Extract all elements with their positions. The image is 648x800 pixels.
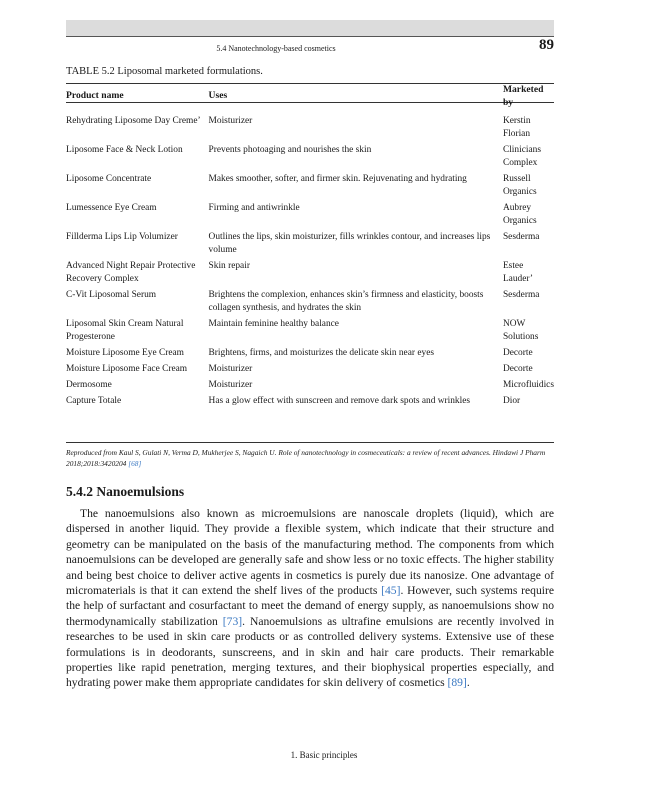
- product-uses: Brightens, firms, and moisturizes the delicate skin near eyes: [208, 348, 435, 359]
- marketed-by: Estee Lauder’: [502, 261, 533, 284]
- marketed-by: Decorte: [502, 364, 533, 375]
- product-name: Lumessence Eye Cream: [66, 203, 157, 214]
- product-name: Rehydrating Liposome Day Creme’: [66, 116, 201, 127]
- product-uses: Makes smoother, softer, and firmer skin. Rejuvenating and hydrating: [208, 174, 467, 185]
- marketed-by: Russell Organics: [502, 174, 537, 197]
- table-source-note: [66, 447, 554, 469]
- product-name: Liposome Face & Neck Lotion: [66, 145, 183, 156]
- citation-link[interactable]: [45]: [381, 584, 401, 598]
- marketed-by: Aubrey Organics: [502, 203, 537, 226]
- table-row: [66, 363, 554, 379]
- page-footer: 1. Basic principles: [290, 750, 358, 760]
- column-header: Uses: [208, 90, 228, 102]
- table-bottom-rule: [66, 442, 554, 443]
- column-header: Product name: [66, 90, 124, 102]
- table-header-row: [66, 84, 554, 109]
- table-row: [66, 144, 554, 173]
- marketed-by: Decorte: [502, 348, 533, 359]
- body-paragraph: [66, 506, 554, 691]
- header-rule: [66, 36, 554, 37]
- marketed-by: Dior: [502, 396, 521, 407]
- marketed-by: Sesderma: [502, 232, 540, 243]
- source-reference-link[interactable]: [68]: [128, 459, 142, 468]
- page-number: 89: [539, 37, 554, 53]
- table-row: [66, 289, 554, 318]
- marketed-by: Kerstin Florian: [502, 116, 531, 139]
- citation-link[interactable]: [73]: [222, 614, 243, 628]
- product-uses: Outlines the lips, skin moisturizer, fills wrinkles contour, and increases lips volume: [208, 232, 491, 255]
- table-caption: TABLE 5.2 Liposomal marketed formulations.: [66, 66, 263, 77]
- marketed-by: Clinicians Complex: [502, 145, 541, 168]
- marketed-by: NOW Solutions: [502, 319, 539, 342]
- product-name: Dermosome: [66, 380, 112, 391]
- product-name: Capture Totale: [66, 396, 122, 407]
- table-row: [66, 379, 554, 395]
- product-uses: Skin repair: [208, 261, 250, 272]
- table-row: [66, 109, 554, 144]
- product-name: Liposomal Skin Cream Natural Progesterone: [66, 319, 184, 342]
- section-heading: 5.4.2 Nanoemulsions: [66, 484, 185, 499]
- citation-link[interactable]: [89]: [447, 676, 467, 690]
- paragraph-text: . Nanoemulsions as ultrafine emulsions are recently involved in researches to be used in skin care products or as controlled delivery systems. Extensive use of these formulations is in deodorants, sunscreens, and in skin and hair care products. Their remarkable properties like rapid penetration, merging textures, and their biophysical properties especially, and hydrating power make them appropriate candidates for skin delivery of cosmetics: [66, 614, 554, 690]
- product-name: Liposome Concentrate: [66, 174, 152, 185]
- running-header: 5.4 Nanotechnology-based cosmetics: [216, 44, 336, 53]
- column-header: Marketed by: [502, 84, 544, 108]
- product-uses: Brightens the complexion, enhances skin’s firmness and elasticity, boosts collagen synthesis, and hydrates the skin: [208, 290, 484, 313]
- product-uses: Moisturizer: [208, 380, 253, 391]
- table-row: [66, 395, 554, 424]
- product-uses: Moisturizer: [208, 116, 253, 127]
- table-row: [66, 260, 554, 289]
- product-uses: Firming and antiwrinkle: [208, 203, 300, 214]
- marketed-by: Microfluidics: [502, 380, 554, 391]
- product-uses: Prevents photoaging and nourishes the skin: [208, 145, 372, 156]
- table-row: [66, 202, 554, 231]
- paragraph-text: .: [466, 676, 470, 690]
- table-row: [66, 173, 554, 202]
- table-row: [66, 231, 554, 260]
- product-name: Advanced Night Repair Protective Recovery Complex: [66, 261, 196, 284]
- product-name: Fillderma Lips Lip Volumizer: [66, 232, 178, 243]
- table-row: [66, 347, 554, 363]
- marketed-by: Sesderma: [502, 290, 540, 301]
- product-uses: Has a glow effect with sunscreen and remove dark spots and wrinkles: [208, 396, 471, 407]
- table-row: [66, 318, 554, 347]
- header-bar: [66, 20, 554, 36]
- paragraph-text: . However, such systems require the help of surfactant and cosurfactant to meet the demand of energy supply, as nanoemulsions show no thermodynamically stabilization: [66, 584, 554, 628]
- product-uses: Maintain feminine healthy balance: [208, 319, 339, 330]
- liposomal-formulations-table: [66, 84, 554, 424]
- product-name: C-Vit Liposomal Serum: [66, 290, 157, 301]
- product-name: Moisture Liposome Eye Cream: [66, 348, 184, 359]
- source-note-text: Reproduced from Kaul S, Gulati N, Verma D, Mukherjee S, Nagaich U. Role of nanotechnology in cosmeceuticals: a review of recent advances. Hindawi J Pharm 2018;2018:3420204: [66, 448, 546, 468]
- paragraph-text: The nanoemulsions also known as microemulsions are nanoscale droplets (liquid), which are dispersed in another liquid. They provide a flexible system, which indicate that their structure and geometry can be manipulated on the basis of the manufacturing method. The components from which nanoemulsions can be developed are generally safe and show less or no toxic effects. The higher stability and being best choice to deliver active agents in cosmetics is purely due its nanosize. One advantage of micromaterials is that it can extend the shelf lives of the products: [66, 507, 554, 598]
- product-name: Moisture Liposome Face Cream: [66, 364, 188, 375]
- product-uses: Moisturizer: [208, 364, 253, 375]
